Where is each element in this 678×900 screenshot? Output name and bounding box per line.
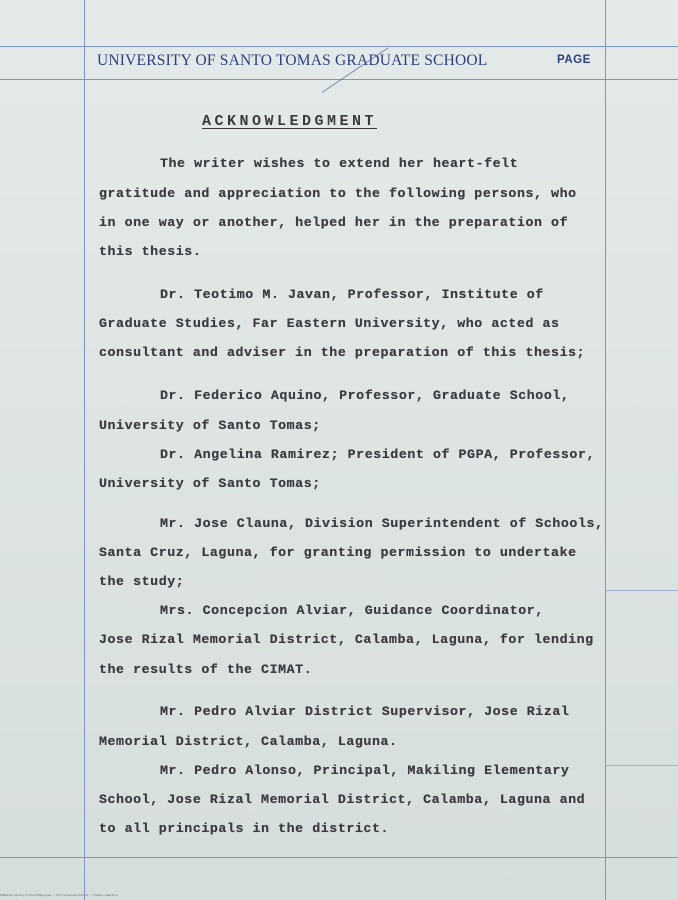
text-line: consultant and adviser in the preparation of this thesis; [99, 345, 586, 360]
text-line: Graduate Studies, Far Eastern University, who acted as [99, 316, 560, 331]
text-line: Mrs. Concepcion Alviar, Guidance Coordinator, [160, 603, 544, 618]
bottom-rule [0, 857, 678, 858]
text-line: Mr. Pedro Alviar District Supervisor, Jose Rizal [160, 704, 570, 719]
text-line: Dr. Teotimo M. Javan, Professor, Institute of [160, 287, 544, 302]
text-line: to all principals in the district. [99, 821, 390, 836]
text-line: University of Santo Tomas; [99, 476, 321, 491]
text-line: Mr. Pedro Alonso, Principal, Makiling Elementary [160, 763, 570, 778]
text-line: Dr. Federico Aquino, Professor, Graduate School, [160, 388, 570, 403]
header-top-rule [0, 46, 678, 47]
text-line: the results of the CIMAT. [99, 662, 313, 677]
text-line: the study; [99, 574, 185, 589]
text-line: Memorial District, Calamba, Laguna. [99, 734, 398, 749]
text-line: Dr. Angelina Ramirez; President of PGPA, Professor, [160, 447, 596, 462]
text-line: The writer wishes to extend her heart-felt [160, 156, 519, 171]
text-line: gratitude and appreciation to the following persons, who [99, 186, 577, 201]
page-number-label: PAGE [557, 54, 591, 66]
right-margin-tick [605, 590, 678, 591]
text-line: in one way or another, helped her in the preparation of [99, 215, 569, 230]
text-line: Santa Cruz, Laguna, for granting permission to undertake [99, 545, 577, 560]
right-margin-tick-2 [605, 765, 678, 766]
text-line: Jose Rizal Memorial District, Calamba, Laguna, for lending [99, 632, 594, 647]
page-heading: ACKNOWLEDGMENT [202, 113, 378, 130]
scan-footer-strip: Materials library of the Philippines — UST Graduate School — Thesis collection [0, 893, 118, 897]
text-line: University of Santo Tomas; [99, 418, 321, 433]
university-header: UNIVERSITY OF SANTO TOMAS GRADUATE SCHOOL [97, 52, 488, 69]
text-line: Mr. Jose Clauna, Division Superintendent of Schools, [160, 516, 604, 531]
text-line: School, Jose Rizal Memorial District, Calamba, Laguna and [99, 792, 586, 807]
text-line: this thesis. [99, 244, 202, 259]
left-margin-rule [84, 0, 85, 900]
